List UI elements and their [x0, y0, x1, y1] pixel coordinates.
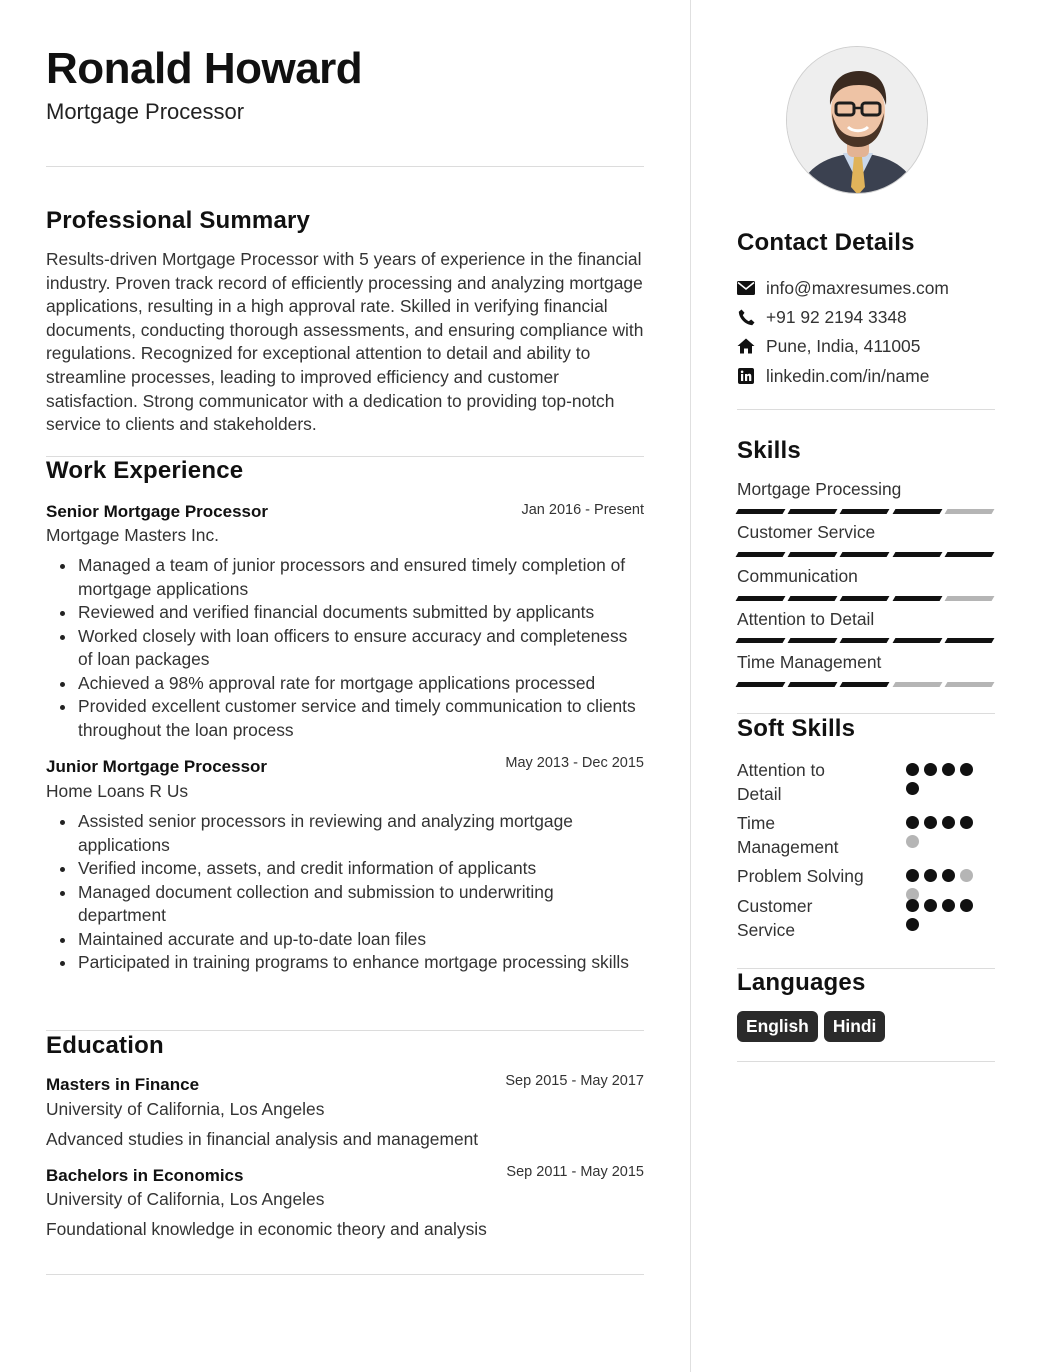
list-item: Reviewed and verified financial documents submitted by applicants [78, 601, 638, 625]
summary-heading: Professional Summary [46, 207, 311, 234]
skill-name: Mortgage Processing [737, 479, 902, 499]
list-item: Achieved a 98% approval rate for mortgage applications processed [78, 672, 638, 696]
contact-phone-text: +91 92 2194 3348 [766, 306, 907, 327]
skill-segment-empty [944, 682, 994, 687]
skill-segment-filled [736, 509, 786, 514]
job-company: Home Loans R Us [46, 781, 189, 801]
skill-segment-filled [788, 682, 838, 687]
job-dates: Jan 2016 - Present [521, 502, 644, 518]
degree-dates: Sep 2011 - May 2015 [506, 1164, 644, 1180]
job-bullets [78, 810, 638, 975]
skill-segment-filled [788, 596, 838, 601]
education-divider [46, 1274, 644, 1275]
skill-segment-filled [736, 552, 786, 557]
envelope-icon [737, 279, 755, 297]
rating-dot-filled [960, 816, 973, 829]
list-item: Verified income, assets, and credit information of applicants [78, 857, 638, 881]
school-name: University of California, Los Angeles [46, 1099, 325, 1119]
rating-dot-filled [906, 763, 919, 776]
skill-segment-filled [840, 509, 890, 514]
list-item: Managed document collection and submission to underwriting department [78, 881, 638, 928]
soft-skill-rating [906, 816, 978, 848]
job-dates: May 2013 - Dec 2015 [505, 755, 644, 771]
profile-photo-illustration [787, 47, 928, 194]
linkedin-icon [737, 367, 755, 385]
skill-segment-filled [840, 638, 890, 643]
skills-divider [737, 713, 995, 714]
skill-segment-filled [736, 596, 786, 601]
skill-name: Attention to Detail [737, 609, 875, 629]
column-divider [690, 0, 691, 1372]
soft-skill-rating [906, 869, 978, 901]
soft-skill-rating [906, 763, 978, 795]
rating-dot-filled [924, 763, 937, 776]
rating-dot-filled [906, 782, 919, 795]
skill-segment-filled [736, 682, 786, 687]
experience-heading: Work Experience [46, 457, 244, 484]
skill-name: Time Management [737, 652, 882, 672]
rating-dot-filled [942, 763, 955, 776]
skill-segment-filled [736, 638, 786, 643]
experience-divider [46, 1030, 644, 1031]
contact-heading: Contact Details [737, 229, 915, 256]
soft-skill-name: Time Management [737, 813, 839, 857]
list-item: Managed a team of junior processors and ensured timely completion of mortgage applications [78, 554, 638, 601]
skill-level-bar [737, 552, 993, 557]
list-item: Worked closely with loan officers to ensure accuracy and completeness of loan packages [78, 625, 638, 672]
skill-segment-filled [944, 638, 994, 643]
degree-description: Foundational knowledge in economic theory and analysis [46, 1219, 487, 1239]
job-company: Mortgage Masters Inc. [46, 525, 220, 545]
school-name: University of California, Los Angeles [46, 1189, 325, 1209]
skill-segment-empty [944, 596, 994, 601]
skill-segment-filled [892, 552, 942, 557]
soft-skill-name: Attention to Detail [737, 760, 825, 804]
skill-segment-filled [788, 509, 838, 514]
skill-segment-filled [840, 682, 890, 687]
skill-segment-filled [892, 596, 942, 601]
skill-segment-empty [892, 682, 942, 687]
contact-phone[interactable] [737, 306, 907, 328]
skill-name: Communication [737, 566, 858, 586]
languages-heading: Languages [737, 969, 866, 996]
degree-title: Masters in Finance [46, 1075, 200, 1094]
list-item: Participated in training programs to enhance mortgage processing skills [78, 951, 638, 975]
skill-segment-filled [788, 638, 838, 643]
home-icon [737, 337, 755, 355]
job-title: Junior Mortgage Processor [46, 757, 268, 776]
skill-level-bar [737, 509, 993, 514]
skill-segment-filled [840, 596, 890, 601]
job-bullets [78, 554, 638, 742]
list-item: Assisted senior processors in reviewing and analyzing mortgage applications [78, 810, 638, 857]
rating-dot-empty [906, 835, 919, 848]
contact-linkedin-text: linkedin.com/in/name [766, 365, 930, 386]
list-item: Provided excellent customer service and timely communication to clients throughout the loan process [78, 695, 638, 742]
skills-heading: Skills [737, 437, 801, 464]
rating-dot-filled [924, 869, 937, 882]
rating-dot-filled [942, 899, 955, 912]
skill-level-bar [737, 596, 993, 601]
contact-email[interactable] [737, 277, 949, 299]
soft-skills-heading: Soft Skills [737, 715, 856, 742]
rating-dot-filled [906, 918, 919, 931]
degree-dates: Sep 2015 - May 2017 [505, 1073, 644, 1089]
rating-dot-filled [906, 816, 919, 829]
skill-level-bar [737, 638, 993, 643]
rating-dot-empty [960, 869, 973, 882]
contact-email-text: info@maxresumes.com [766, 277, 949, 298]
candidate-name: Ronald Howard [46, 44, 363, 93]
skill-segment-filled [840, 552, 890, 557]
degree-description: Advanced studies in financial analysis and management [46, 1129, 479, 1149]
soft-skill-name: Problem Solving [737, 866, 864, 886]
languages-list [737, 1011, 885, 1042]
header-divider [46, 166, 644, 167]
skill-segment-filled [892, 509, 942, 514]
list-item: Maintained accurate and up-to-date loan files [78, 928, 638, 952]
language-tag: Hindi [824, 1011, 885, 1042]
contact-address-text: Pune, India, 411005 [766, 335, 921, 356]
contact-address [737, 335, 920, 357]
skill-segment-empty [944, 509, 994, 514]
job-title: Senior Mortgage Processor [46, 502, 269, 521]
candidate-title: Mortgage Processor [46, 99, 245, 124]
soft-skill-name: Customer Service [737, 896, 813, 940]
education-heading: Education [46, 1032, 164, 1059]
skill-segment-filled [944, 552, 994, 557]
contact-divider [737, 409, 995, 410]
summary-text: Results-driven Mortgage Processor with 5 years of experience in the financial industry. Proven track record of efficiently processing and analyzing mortgage applications, resulting in a high approval rate. Skilled in verifying financial documents, conducting thorough assessments, and ensuring compliance with regulations. Recognized for exceptional attention to detail and ability to streamline processes, leading to improved efficiency and customer satisfaction. Strong communicator with a dedication to providing top-notch service to clients and stakeholders. [46, 249, 644, 435]
rating-dot-filled [942, 869, 955, 882]
rating-dot-filled [906, 869, 919, 882]
languages-divider [737, 1061, 995, 1062]
phone-icon [737, 308, 755, 326]
rating-dot-filled [960, 763, 973, 776]
skill-segment-filled [892, 638, 942, 643]
degree-title: Bachelors in Economics [46, 1166, 244, 1185]
skill-name: Customer Service [737, 522, 876, 542]
rating-dot-filled [906, 899, 919, 912]
rating-dot-filled [942, 816, 955, 829]
rating-dot-filled [924, 899, 937, 912]
rating-dot-filled [960, 899, 973, 912]
language-tag: English [737, 1011, 818, 1042]
skill-segment-filled [788, 552, 838, 557]
profile-photo [786, 46, 928, 194]
soft-skill-rating [906, 899, 978, 931]
rating-dot-filled [924, 816, 937, 829]
contact-linkedin[interactable] [737, 365, 929, 387]
skill-level-bar [737, 682, 993, 687]
